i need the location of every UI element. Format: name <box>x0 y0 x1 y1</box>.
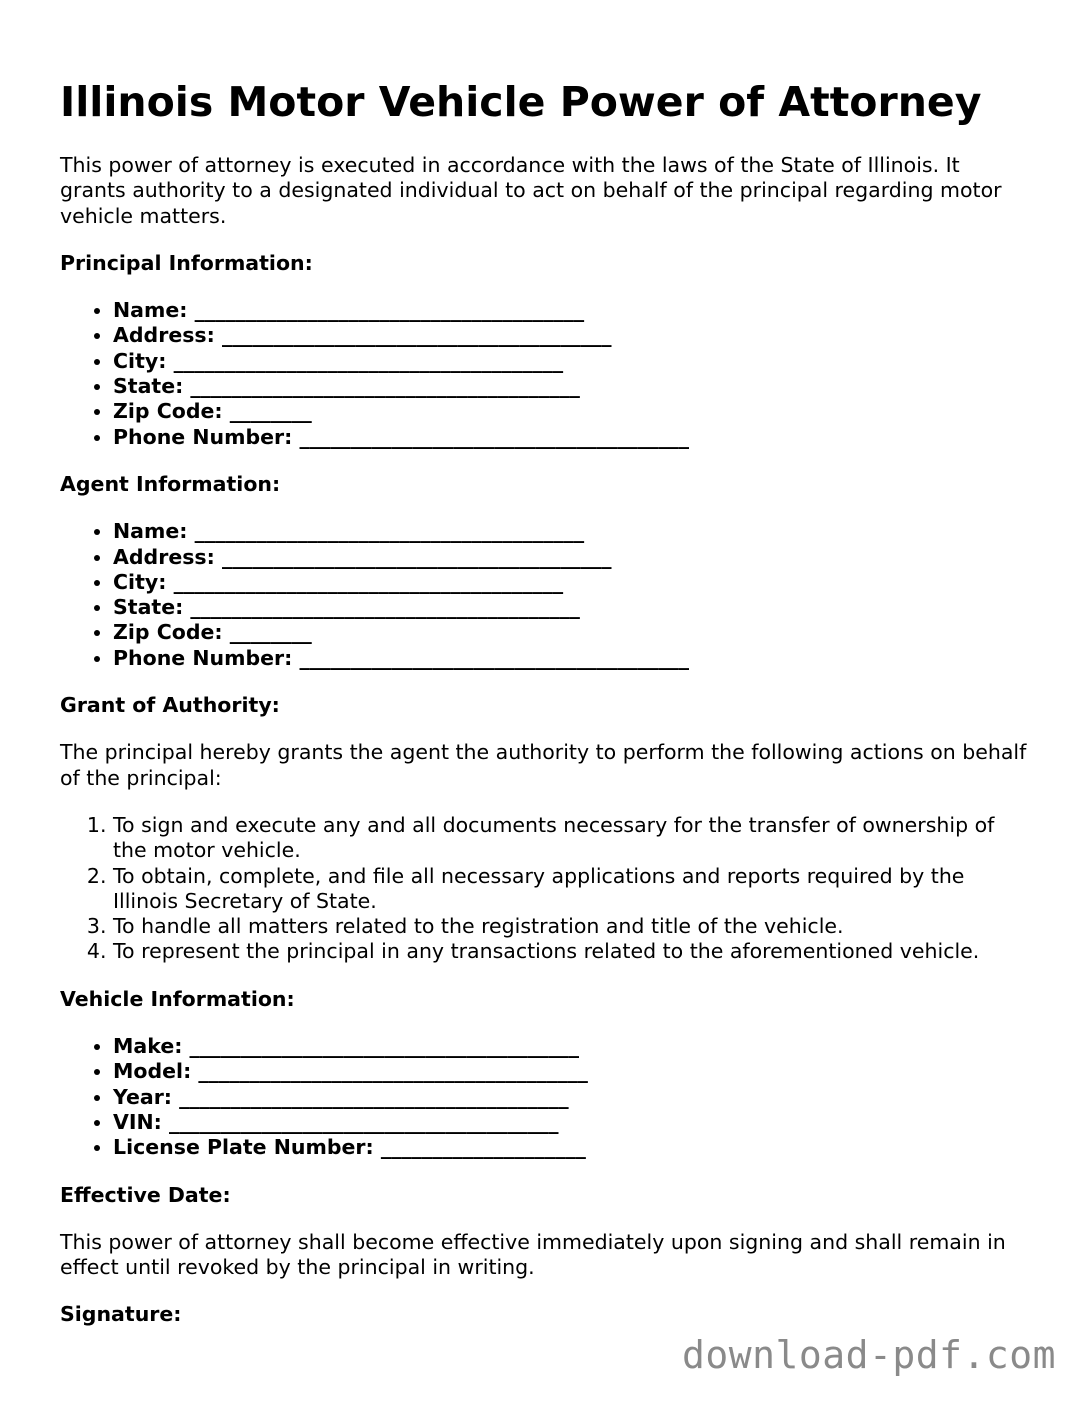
agent-state-field: • State: ______________________________________ <box>113 595 1030 620</box>
principal-heading: Principal Information: <box>60 250 313 275</box>
principal-fields <box>60 298 1030 450</box>
vehicle-make-field: • Make: ______________________________________ <box>113 1034 1030 1059</box>
watermark: download-pdf.com <box>681 1333 1056 1377</box>
agent-name-field: • Name: ______________________________________ <box>113 519 1030 544</box>
vehicle-vin-field: • VIN: ______________________________________ <box>113 1110 1030 1135</box>
signature-heading: Signature: <box>60 1302 182 1327</box>
agent-heading: Agent Information: <box>60 471 281 496</box>
vehicle-plate-field: • License Plate Number: ____________________ <box>113 1135 1030 1160</box>
page-title: Illinois Motor Vehicle Power of Attorney <box>60 78 982 126</box>
effective-heading: Effective Date: <box>60 1182 231 1207</box>
authority-list <box>60 813 1030 965</box>
vehicle-year-field: • Year: ______________________________________ <box>113 1085 1030 1110</box>
principal-phone-field: • Phone Number: ______________________________________ <box>113 425 1030 450</box>
agent-zip-field: • Zip Code: ________ <box>113 620 1030 645</box>
authority-item: 4. To represent the principal in any transactions related to the aforementioned vehicle. <box>113 939 1030 964</box>
vehicle-model-field: • Model: ______________________________________ <box>113 1059 1030 1084</box>
intro-paragraph: This power of attorney is executed in accordance with the laws of the State of Illinois. It grants authority to a designated individual to act on behalf of the principal regarding motor vehicle matters. <box>60 153 1002 228</box>
authority-item: 3. To handle all matters related to the registration and title of the vehicle. <box>113 914 1030 939</box>
agent-address-field: • Address: ______________________________________ <box>113 545 1030 570</box>
agent-fields <box>60 519 1030 671</box>
vehicle-heading: Vehicle Information: <box>60 986 295 1011</box>
authority-item: 2. To obtain, complete, and file all necessary applications and reports required by the Illinois Secretary of State. <box>113 864 1030 915</box>
vehicle-fields <box>60 1034 1030 1160</box>
document-page <box>60 74 1030 1350</box>
principal-state-field: • State: ______________________________________ <box>113 374 1030 399</box>
agent-phone-field: • Phone Number: ______________________________________ <box>113 646 1030 671</box>
principal-address-field: • Address: ______________________________________ <box>113 323 1030 348</box>
principal-city-field: • City: ______________________________________ <box>113 349 1030 374</box>
authority-heading: Grant of Authority: <box>60 693 280 718</box>
effective-paragraph: This power of attorney shall become effective immediately upon signing and shall remain in effect until revoked by the principal in writing. <box>60 1229 1006 1280</box>
principal-name-field: • Name: ______________________________________ <box>113 298 1030 323</box>
authority-item: 1. To sign and execute any and all documents necessary for the transfer of ownership of the motor vehicle. <box>113 813 1030 864</box>
principal-zip-field: • Zip Code: ________ <box>113 399 1030 424</box>
authority-intro: The principal hereby grants the agent the authority to perform the following actions on behalf of the principal: <box>60 740 1027 790</box>
agent-city-field: • City: ______________________________________ <box>113 570 1030 595</box>
